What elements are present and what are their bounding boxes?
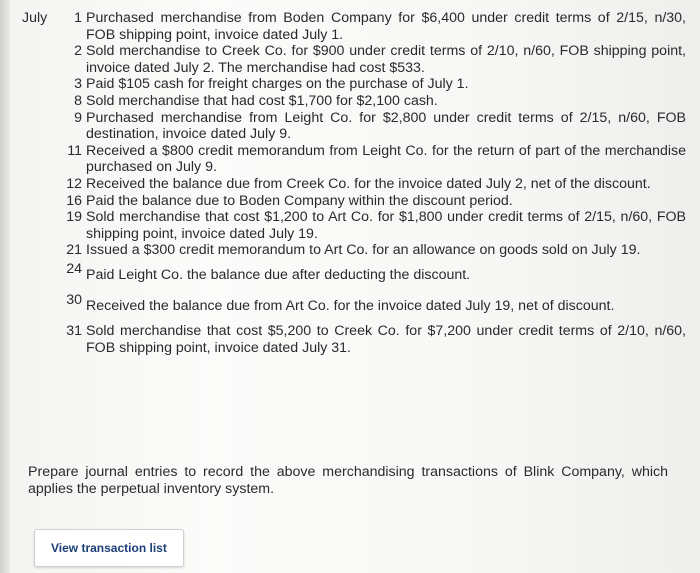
entry-month: July <box>22 10 48 26</box>
transaction-entry <box>22 76 692 93</box>
transaction-entry <box>22 242 692 259</box>
entry-day: 16 <box>66 192 82 209</box>
transaction-entry <box>22 10 692 43</box>
entry-day: 31 <box>66 323 82 340</box>
transaction-entry <box>22 93 692 110</box>
transaction-entry <box>22 193 692 210</box>
entry-text: Received the balance due from Creek Co. for the invoice dated July 2, net of the discount. <box>86 175 651 192</box>
instructions-text: Prepare journal entries to record the above merchandising transactions of Blink Company, which applies the perpetual inventory system. <box>28 464 668 497</box>
entry-day: 21 <box>66 242 82 259</box>
entry-day: 8 <box>74 92 82 109</box>
entry-day: 24 <box>66 260 82 277</box>
entry-day: 1 <box>74 10 82 26</box>
transaction-entry <box>22 110 692 143</box>
entry-text: Sold merchandise to Creek Co. for $900 under credit terms of 2/10, n/60, FOB shipping point, invoice dated July 2. The merchandise had cost $533. <box>86 43 686 76</box>
transaction-entry <box>22 323 692 356</box>
entry-day: 11 <box>67 142 82 159</box>
transaction-entry <box>22 209 692 242</box>
transaction-entry <box>22 291 692 315</box>
entry-text: Received the balance due from Art Co. for the invoice dated July 19, net of discount. <box>86 297 615 314</box>
entry-text: Purchased merchandise from Boden Company for $6,400 under credit terms of 2/15, n/30, FOB shipping point, invoice dated July 1. <box>86 10 686 43</box>
view-transaction-list-button[interactable]: View transaction list <box>34 529 184 567</box>
entry-text: Paid the balance due to Boden Company within the discount period. <box>86 192 513 209</box>
transaction-entry <box>22 260 692 284</box>
entry-day: 30 <box>66 291 82 308</box>
entry-text: Paid Leight Co. the balance due after deducting the discount. <box>86 266 471 283</box>
entry-day: 3 <box>74 76 82 93</box>
entry-day: 19 <box>66 209 82 226</box>
entry-day: 9 <box>74 109 82 126</box>
transaction-list <box>22 10 692 356</box>
entry-text: Sold merchandise that cost $5,200 to Creek Co. for $7,200 under credit terms of 2/10, n/60, FOB shipping point, invoice dated July 31. <box>86 323 686 356</box>
entry-text: Sold merchandise that cost $1,200 to Art Co. for $1,800 under credit terms of 2/15, n/60, FOB shipping point, invoice dated July 19. <box>86 209 686 242</box>
transaction-entry <box>22 143 692 176</box>
transaction-entry <box>22 176 692 193</box>
entry-text: Sold merchandise that had cost $1,700 for $2,100 cash. <box>86 92 438 109</box>
entry-text: Received a $800 credit memorandum from Leight Co. for the return of part of the merchandise purchased on July 9. <box>86 142 686 176</box>
entry-text: Paid $105 cash for freight charges on the purchase of July 1. <box>86 76 469 93</box>
transaction-entry <box>22 43 692 76</box>
page-edge <box>0 0 10 573</box>
entry-text: Purchased merchandise from Leight Co. for $2,800 under credit terms of 2/15, n/60, FOB destination, invoice dated July 9. <box>86 109 686 143</box>
entry-day: 2 <box>74 43 82 60</box>
entry-text: Issued a $300 credit memorandum to Art Co. for an allowance on goods sold on July 19. <box>86 242 641 259</box>
entry-day: 12 <box>66 175 82 192</box>
